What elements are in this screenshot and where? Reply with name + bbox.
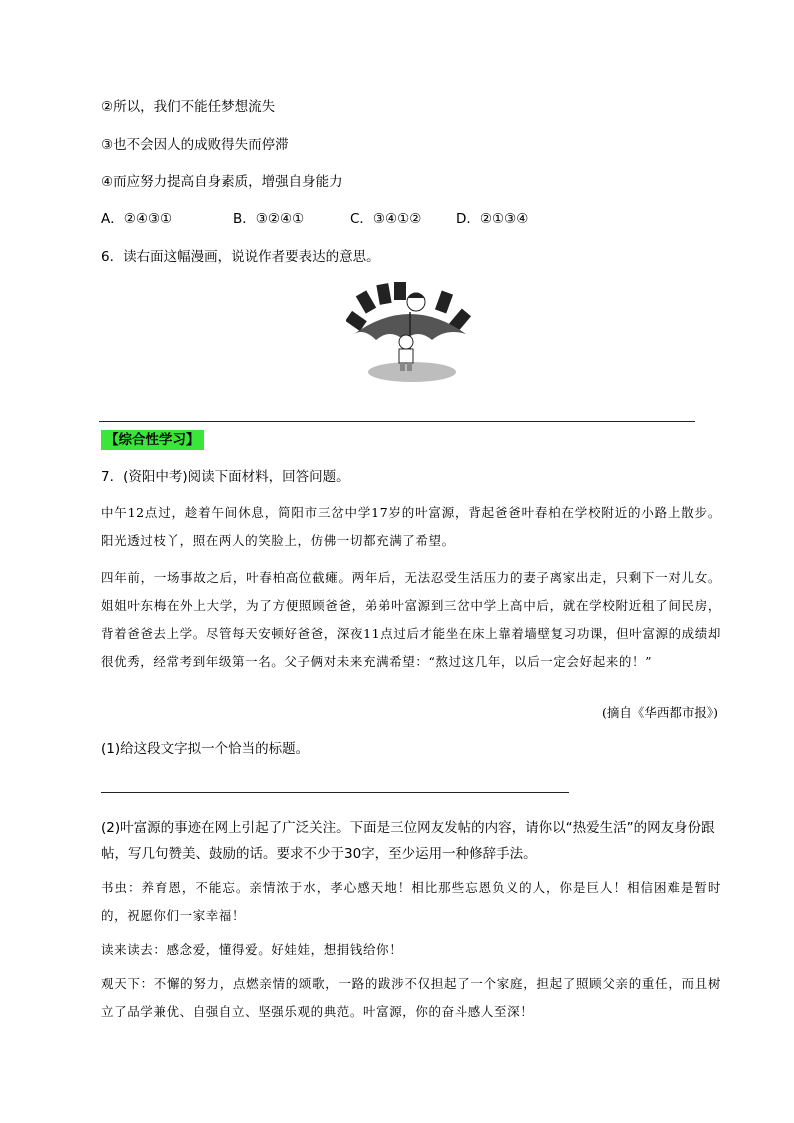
section-tag: 【综合性学习】 [101,430,204,450]
passage-paragraph-2: 四年前，一场事故之后，叶春柏高位截瘫。两年后，无法忍受生活压力的妻子离家出走，只剩下一对儿女。姐姐叶东梅在外上大学，为了方便照顾爸爸，弟弟叶富源到三岔中学上高中后，就在学校附近租了间民房，背着爸爸去上学。尽管每天安顿好爸爸，深夜11点过后才能坐在床上靠着墙壁复习功课，但叶富源的成绩却很优秀，经常考到年级第一名。父子俩对未来充满希望：“熬过这几年，以后一定会好起来的！” [101,570,721,669]
question-6: 6．读右面这幅漫画，说说作者要表达的意思。 [101,249,380,265]
item-2: ②所以，我们不能任梦想流失 [101,99,276,115]
question-7: 7．(资阳中考)阅读下面材料，回答问题。 [101,469,350,485]
section-divider [99,421,695,422]
option-b: B．③②④① [233,211,305,227]
item-4: ④而应努力提高自身素质，增强自身能力 [101,174,343,190]
post-3: 观天下：不懈的努力，点燃亲情的颂歌，一路的跋涉不仅担起了一个家庭，担起了照顾父亲的重任，而且树立了品学兼优、自强自立、坚强乐观的典范。叶富源，你的奋斗感人至深！ [101,976,721,1019]
passage-source: (摘自《华西都市报》) [601,705,718,720]
option-a: A．②④③① [101,211,173,227]
subquestion-1: (1)给这段文字拟一个恰当的标题。 [101,741,310,757]
cartoon-umbrella-image [346,282,476,384]
passage-paragraph-1: 中午12点过，趁着午间休息，简阳市三岔中学17岁的叶富源，背起爸爸叶春柏在学校附近的小路上散步。阳光透过枝丫，照在两人的笑脸上，仿佛一切都充满了希望。 [101,505,721,548]
subquestion-2: (2)叶富源的事迹在网上引起了广泛关注。下面是三位网友发帖的内容，请你以“热爱生活”的网友身份跟帖，写几句赞美、鼓励的话。要求不少于30字，至少运用一种修辞手法。 [101,820,715,862]
answer-line [101,792,569,793]
post-2: 读来读去：感念爱，懂得爱。好娃娃，想捐钱给你！ [101,942,403,957]
post-1: 书虫：养育恩，不能忘。亲情浓于水，孝心感天地！相比那些忘恩负义的人，你是巨人！相信困难是暂时的，祝愿你们一家幸福！ [101,880,721,923]
option-d: D．②①③④ [456,211,529,227]
option-c: C．③④①② [350,211,422,227]
item-3: ③也不会因人的成败得失而停滞 [101,137,289,153]
